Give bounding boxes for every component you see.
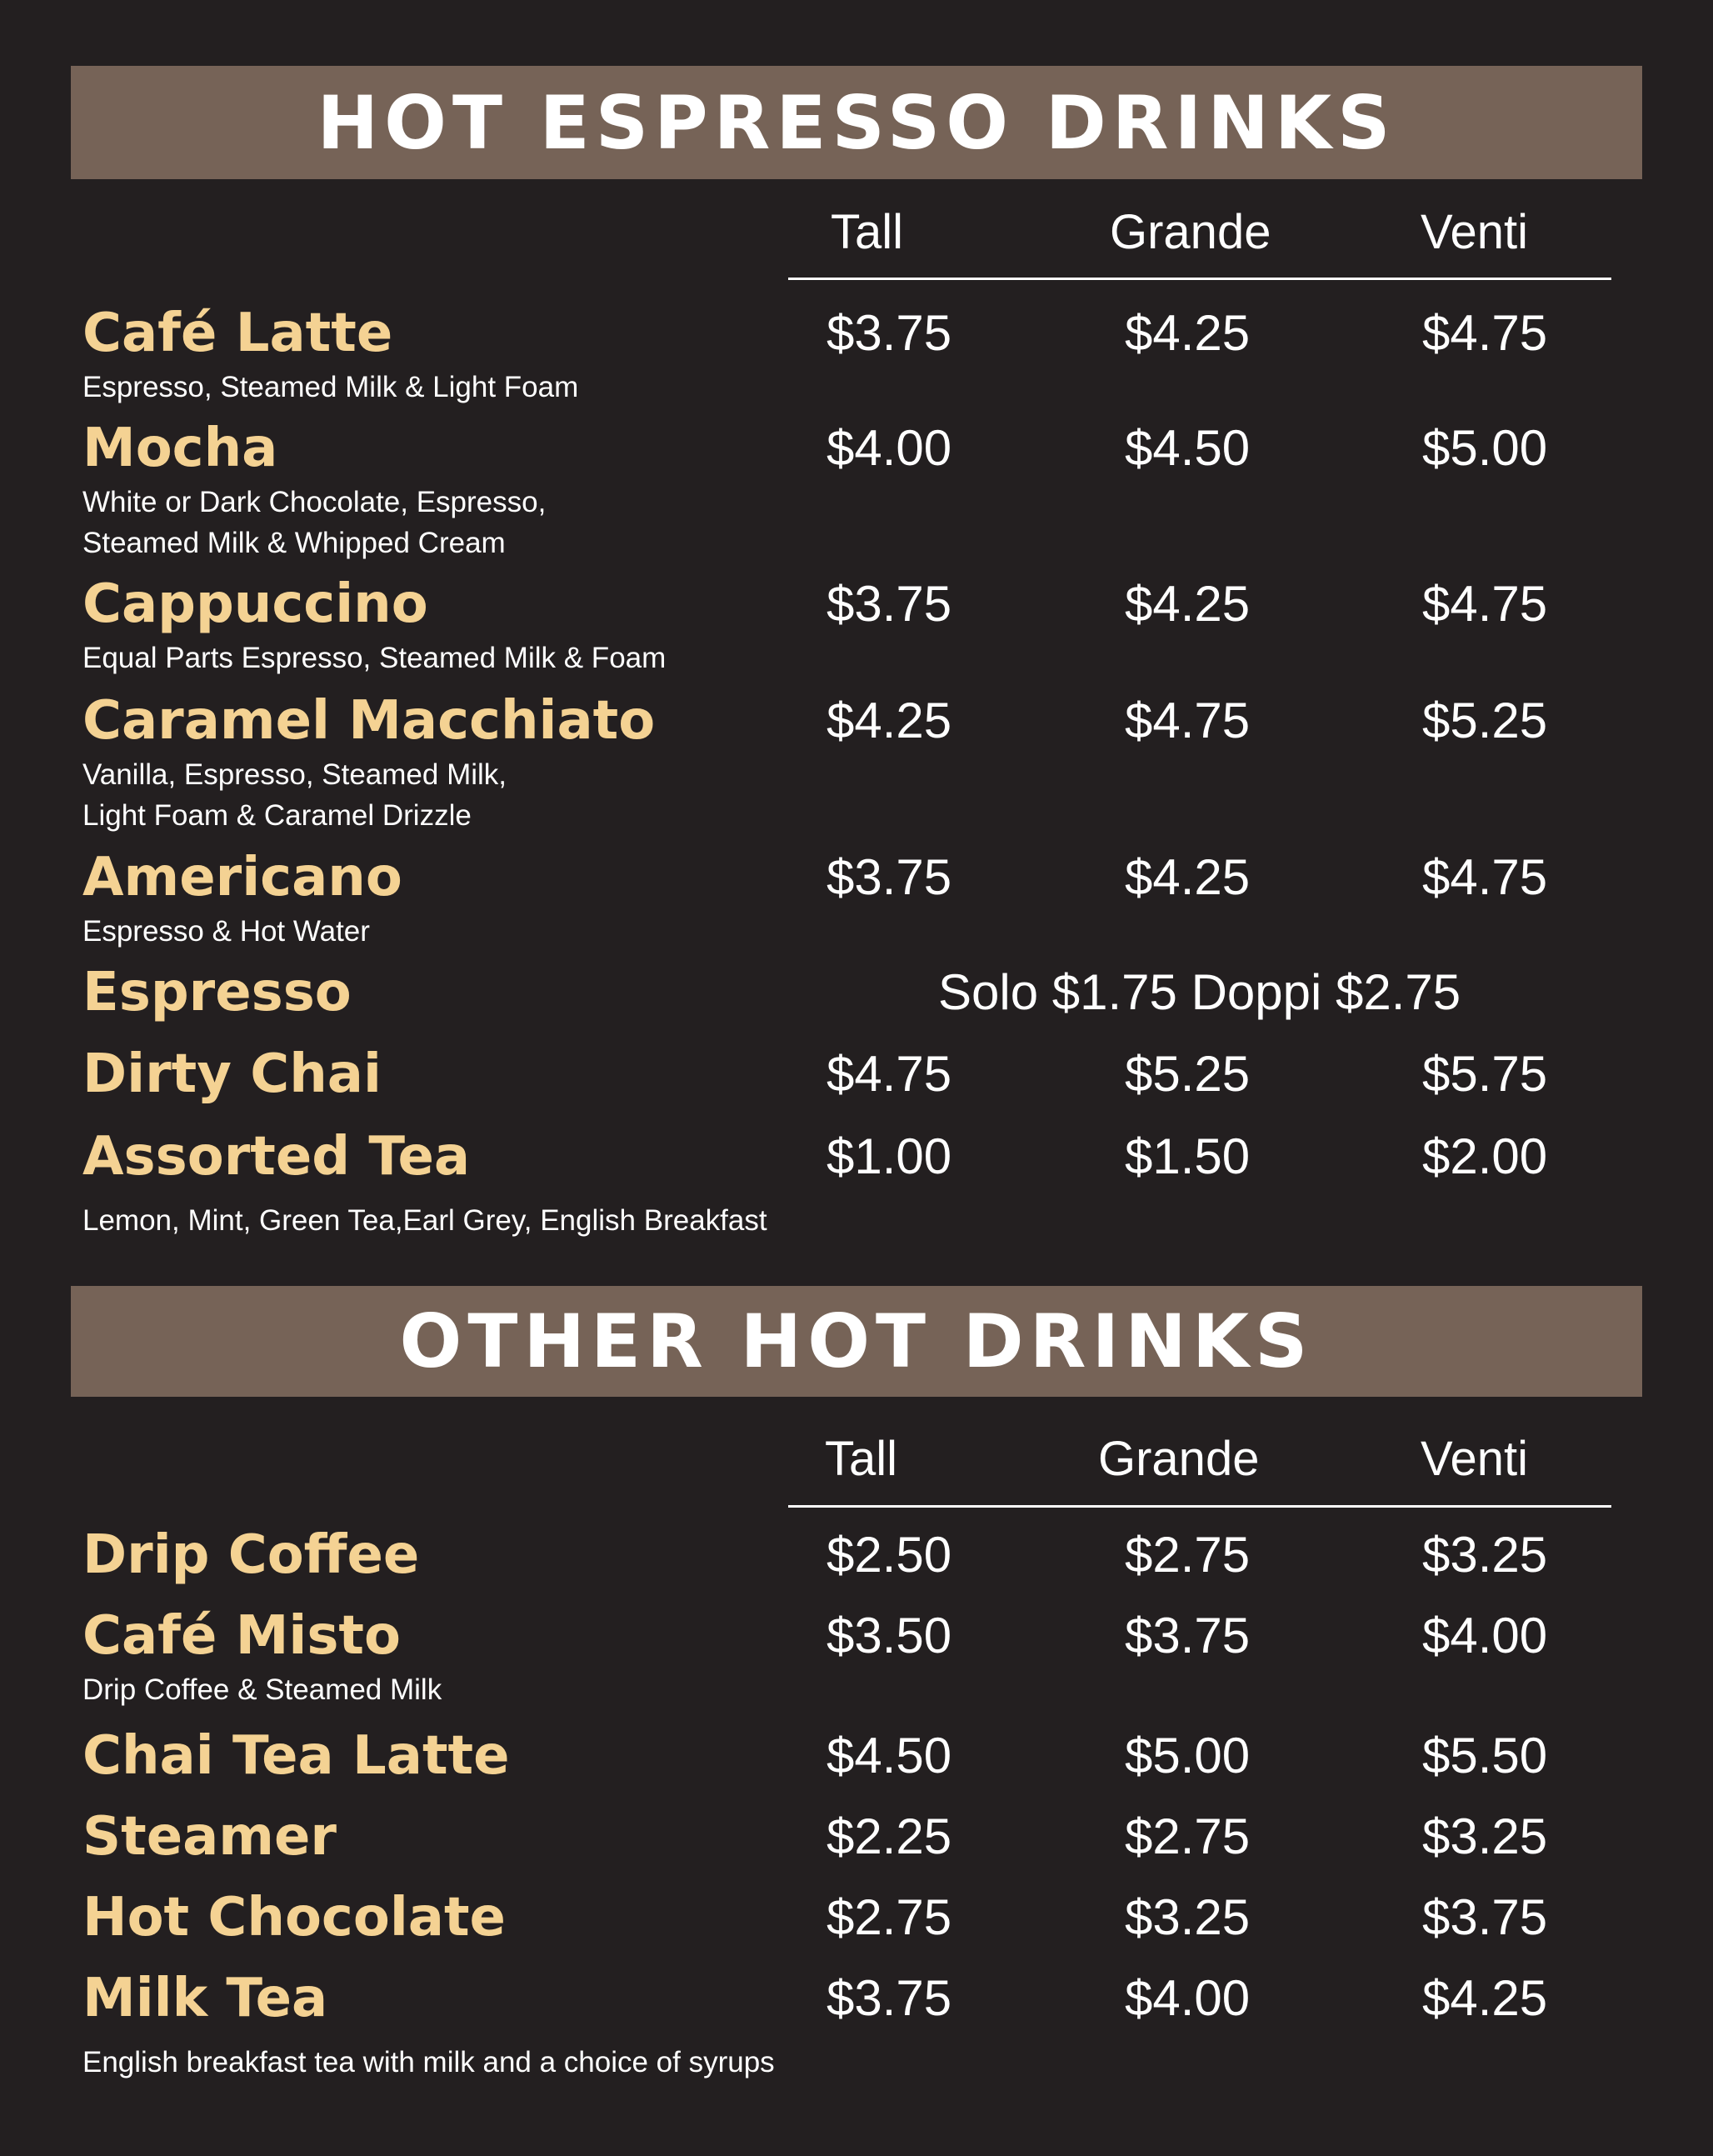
price-grande: $4.50: [1125, 420, 1251, 476]
price-tall: $3.75: [827, 1970, 952, 2026]
section-banner-hot-espresso: [71, 66, 1642, 179]
item-name: Mocha: [82, 418, 278, 479]
price-grande: $1.50: [1125, 1128, 1251, 1184]
section-title: HOT ESPRESSO DRINKS: [317, 79, 1396, 166]
section-title: OTHER HOT DRINKS: [399, 1298, 1314, 1384]
price-tall: $3.75: [827, 305, 952, 361]
price-tall: $4.00: [827, 420, 952, 476]
item-name: Milk Tea: [82, 1968, 328, 2029]
price-tall: $4.25: [827, 693, 952, 748]
item-description: Equal Parts Espresso, Steamed Milk & Foam: [82, 642, 667, 674]
item-name: Dirty Chai: [82, 1043, 382, 1105]
column-header-grande: Grande: [1098, 1432, 1260, 1486]
tea-flavors-note: Lemon, Mint, Green Tea,Earl Grey, English Breakfast: [82, 1204, 767, 1237]
price-tall: $4.75: [827, 1046, 952, 1102]
item-description: Espresso & Hot Water: [82, 915, 370, 948]
column-header-tall: Tall: [825, 1432, 898, 1486]
item-name: Caramel Macchiato: [82, 690, 656, 752]
price-venti: $4.25: [1422, 1970, 1548, 2026]
price-venti: $5.50: [1422, 1728, 1548, 1783]
price-tall: $2.50: [827, 1527, 952, 1583]
price-grande: $3.75: [1125, 1608, 1251, 1663]
section-banner-other-hot: [71, 1286, 1642, 1397]
header-divider: [788, 278, 1611, 280]
price-tall: $3.50: [827, 1608, 952, 1663]
item-description: White or Dark Chocolate, Espresso, Steamed Milk & Whipped Cream: [82, 486, 547, 559]
item-description: Vanilla, Espresso, Steamed Milk, Light Foam & Caramel Drizzle: [82, 758, 507, 832]
item-name: Americano: [82, 847, 402, 908]
price-venti: $4.00: [1422, 1608, 1548, 1663]
price-grande: $4.25: [1125, 305, 1251, 361]
item-name: Steamer: [82, 1806, 337, 1868]
price-grande: $4.25: [1125, 849, 1251, 905]
column-header-grande: Grande: [1110, 205, 1271, 259]
item-description: Espresso, Steamed Milk & Light Foam: [82, 371, 579, 403]
price-tall: $2.75: [827, 1889, 952, 1945]
item-name: Hot Chocolate: [82, 1887, 506, 1948]
item-name: Chai Tea Latte: [82, 1725, 510, 1787]
item-name: Café Misto: [82, 1605, 401, 1667]
price-venti: $5.25: [1422, 693, 1548, 748]
milk-tea-note: English breakfast tea with milk and a choice of syrups: [82, 2046, 775, 2078]
price-venti: $4.75: [1422, 576, 1548, 632]
column-header-venti: Venti: [1421, 205, 1528, 259]
price-venti: $3.25: [1422, 1527, 1548, 1583]
price-venti: $5.75: [1422, 1046, 1548, 1102]
column-header-tall: Tall: [831, 205, 904, 259]
price-venti: $4.75: [1422, 849, 1548, 905]
item-name: Drip Coffee: [82, 1524, 420, 1586]
price-tall: $3.75: [827, 576, 952, 632]
price-grande: $2.75: [1125, 1527, 1251, 1583]
column-header-venti: Venti: [1421, 1432, 1528, 1486]
item-description: Drip Coffee & Steamed Milk: [82, 1673, 442, 1706]
price-tall: $3.75: [827, 849, 952, 905]
item-name: Assorted Tea: [82, 1126, 471, 1188]
price-grande: $4.75: [1125, 693, 1251, 748]
item-name: Café Latte: [82, 303, 393, 364]
price-grande: $3.25: [1125, 1889, 1251, 1945]
price-venti: $5.00: [1422, 420, 1548, 476]
price-tall: $4.50: [827, 1728, 952, 1783]
item-name: Cappuccino: [82, 573, 428, 635]
header-divider: [788, 1505, 1611, 1508]
price-grande: $5.00: [1125, 1728, 1251, 1783]
price-grande: $4.00: [1125, 1970, 1251, 2026]
price-venti: $2.00: [1422, 1128, 1548, 1184]
price-tall: $2.25: [827, 1808, 952, 1864]
price-grande: $4.25: [1125, 576, 1251, 632]
price-venti: $3.25: [1422, 1808, 1548, 1864]
price-venti: $4.75: [1422, 305, 1548, 361]
price-grande: $5.25: [1125, 1046, 1251, 1102]
price-grande: $2.75: [1125, 1808, 1251, 1864]
price-solo-doppi: Solo $1.75 Doppi $2.75: [938, 964, 1461, 1020]
price-tall: $1.00: [827, 1128, 952, 1184]
item-name: Espresso: [82, 962, 352, 1023]
price-venti: $3.75: [1422, 1889, 1548, 1945]
